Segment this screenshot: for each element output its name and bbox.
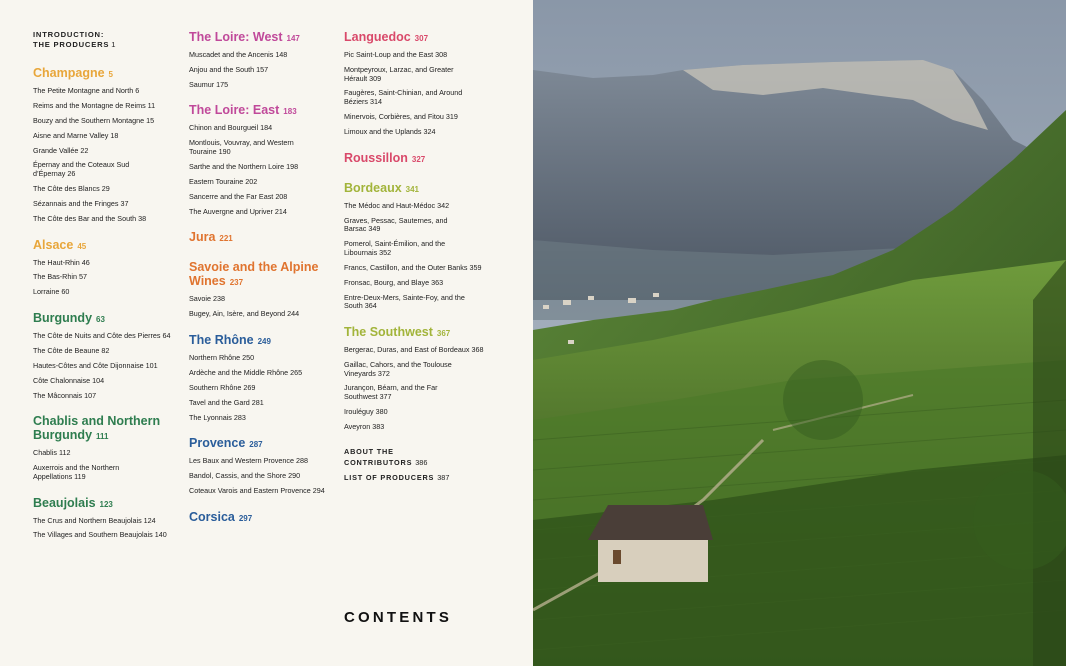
entry-page-number: 104 [92, 375, 105, 385]
entry-title: Faugères, Saint-Chinian, and Around Béziers [344, 88, 463, 107]
section-heading[interactable] [189, 333, 329, 349]
entry-page-number: 363 [431, 277, 444, 287]
section-heading[interactable] [189, 260, 329, 290]
entry-title: Pomerol, Saint-Émilion, and the Libournais [344, 239, 446, 257]
toc-entry[interactable] [344, 66, 484, 83]
toc-section-burgundy [33, 311, 173, 400]
toc-section-alsace [33, 238, 173, 297]
section-title-text: The Southwest [344, 324, 433, 339]
toc-entry[interactable] [344, 423, 484, 432]
section-heading[interactable] [33, 496, 173, 512]
toc-entry[interactable] [344, 113, 484, 122]
entry-page-number: 38 [138, 213, 147, 223]
toc-entry[interactable] [344, 294, 484, 311]
toc-entry[interactable] [33, 147, 173, 156]
entry-title: Grande Vallée [33, 145, 79, 155]
section-heading[interactable] [189, 30, 329, 46]
entry-title: Aisne and Marne Valley [33, 130, 109, 140]
entry-page-number: 308 [435, 50, 448, 59]
section-title-text: Provence [189, 436, 246, 451]
toc-entry[interactable] [189, 208, 329, 217]
entry-title: Sézannais and the Fringes [33, 198, 119, 208]
entry-title: The Mâconnais [33, 390, 83, 400]
entry-title: Montlouis, Vouvray, and Western Touraine [189, 138, 294, 157]
toc-section-roussillon [344, 151, 484, 167]
section-page-number: 297 [238, 513, 253, 523]
entry-title: Saumur [189, 79, 215, 89]
entry-page-number: 82 [101, 345, 110, 355]
entry-page-number: 11 [147, 100, 156, 110]
entry-page-number: 324 [423, 126, 436, 136]
section-title-text: Corsica [189, 509, 235, 524]
toc-entry[interactable] [189, 399, 329, 408]
section-heading[interactable] [189, 103, 329, 119]
entry-page-number: 281 [251, 397, 264, 407]
entry-title: The Bas-Rhin [33, 272, 77, 282]
toc-entry[interactable] [33, 392, 173, 401]
intro-label-line1: INTRODUCTION: [33, 30, 105, 39]
entry-page-number: 22 [80, 145, 89, 155]
entry-title: Aveyron [344, 421, 371, 431]
entry-title: The Lyonnais [189, 412, 232, 422]
toc-section-rhone [189, 333, 329, 422]
toc-entry[interactable] [33, 87, 173, 96]
toc-entry[interactable] [344, 240, 484, 257]
entry-title: Pic Saint-Loup and the East [344, 50, 434, 59]
section-title-text: Roussillon [344, 150, 408, 165]
toc-section-savoie [189, 260, 329, 319]
toc-section-beaujolais [33, 496, 173, 541]
toc-entry[interactable] [189, 354, 329, 363]
section-page-number: 5 [108, 70, 113, 79]
back-matter-page-number: 386 [415, 457, 428, 467]
section-heading[interactable] [189, 510, 329, 526]
toc-column-2 [189, 30, 329, 540]
section-page-number: 45 [77, 241, 87, 251]
entry-title: The Villages and Southern Beaujolais [33, 530, 153, 540]
toc-entry[interactable] [33, 200, 173, 209]
section-heading[interactable] [344, 325, 484, 341]
section-title-text: The Loire: East [189, 103, 280, 118]
entry-title: Hautes-Côtes and Côte Dijonnaise [33, 360, 144, 370]
toc-entry[interactable] [189, 384, 329, 393]
entry-title: Sancerre and the Far East [189, 191, 274, 201]
toc-entry[interactable] [33, 332, 173, 341]
section-page-number: 183 [283, 107, 297, 117]
entry-title: The Haut-Rhin [33, 257, 80, 267]
entry-page-number: 198 [286, 161, 299, 171]
entry-page-number: 377 [379, 392, 392, 402]
toc-section-languedoc [344, 30, 484, 137]
entry-page-number: 288 [295, 456, 308, 466]
toc-entry[interactable] [189, 139, 329, 156]
section-title-text: Beaujolais [33, 495, 96, 510]
entry-page-number: 18 [110, 130, 119, 140]
entry-page-number: 29 [101, 184, 110, 194]
back-matter-label-line2: CONTRIBUTORS [344, 457, 413, 467]
entry-title: Chinon and Bourgueil [189, 123, 259, 133]
entry-page-number: 57 [78, 272, 87, 282]
intro-page-number: 1 [111, 40, 116, 49]
entry-page-number: 368 [471, 344, 484, 354]
toc-entry[interactable] [33, 517, 173, 526]
toc-entry[interactable] [189, 163, 329, 172]
section-title-text: The Loire: West [189, 30, 283, 44]
entry-title: Limoux and the Uplands [344, 126, 422, 136]
toc-entry[interactable] [189, 193, 329, 202]
entry-title: The Médoc and Haut-Médoc [344, 200, 436, 210]
section-page-number: 341 [405, 184, 420, 194]
entry-page-number: 112 [58, 448, 71, 458]
entry-title: The Côte de Nuits and Côte des Pierres [33, 331, 161, 341]
toc-entry[interactable] [189, 414, 329, 423]
toc-entry[interactable] [344, 408, 484, 417]
entry-title: Bergerac, Duras, and East of Bordeaux [344, 344, 470, 354]
toc-entry[interactable] [33, 449, 173, 458]
section-title-text: Jura [189, 230, 216, 245]
toc-entry[interactable] [189, 472, 329, 481]
section-heading[interactable] [189, 436, 329, 452]
toc-section-bordeaux [344, 181, 484, 311]
entry-page-number: 37 [120, 198, 129, 208]
entry-title: Fronsac, Bourg, and Blaye [344, 277, 430, 287]
entry-title: The Côte de Beaune [33, 345, 100, 355]
entry-title: Gaillac, Cahors, and the Toulouse Vineyards [344, 359, 452, 378]
entry-title: Eastern Touraine [189, 176, 244, 186]
entry-page-number: 140 [154, 530, 167, 540]
toc-section-jura [189, 230, 329, 246]
entry-title: The Auvergne and Upriver [189, 206, 273, 216]
entry-page-number: 269 [243, 382, 256, 392]
toc-section-loire-west [189, 30, 329, 89]
section-heading[interactable] [33, 414, 173, 444]
toc-entry[interactable] [344, 202, 484, 211]
toc-entry[interactable] [33, 362, 173, 371]
section-heading[interactable] [33, 311, 173, 327]
intro-label-line2: THE PRODUCERS [33, 40, 110, 49]
section-page-number: 123 [99, 499, 113, 509]
entry-page-number: 244 [287, 309, 300, 319]
toc-entry[interactable] [189, 178, 329, 187]
section-title-text: Chablis and Northern Burgundy [33, 414, 161, 443]
toc-entry[interactable] [33, 215, 173, 224]
entry-title: Côte Chalonnaise [33, 375, 91, 385]
entry-page-number: 175 [216, 79, 229, 89]
entry-page-number: 64 [162, 331, 171, 341]
section-heading[interactable] [33, 66, 173, 82]
entry-title: Jurançon, Béarn, and the Far Southwest [344, 383, 438, 402]
back-matter-label-line1: ABOUT THE [344, 446, 394, 456]
entry-page-number: 380 [375, 407, 388, 417]
toc-column-3 [344, 30, 484, 487]
stone-hut [588, 505, 713, 582]
back-matter-entry[interactable] [344, 472, 484, 483]
section-page-number: 237 [229, 278, 244, 288]
toc-entry[interactable] [344, 361, 484, 378]
entry-title: Irouléguy [344, 407, 374, 417]
toc-entry[interactable] [33, 273, 173, 282]
toc-entry[interactable] [33, 377, 173, 386]
entry-page-number: 124 [143, 515, 156, 525]
entry-page-number: 372 [377, 368, 390, 378]
entry-page-number: 342 [437, 200, 450, 210]
toc-entry[interactable] [344, 51, 484, 60]
toc-entry[interactable] [344, 279, 484, 288]
toc-section-loire-east [189, 103, 329, 216]
entry-title: Auxerrois and the Northern Appellations [33, 463, 120, 481]
entry-page-number: 314 [369, 97, 382, 107]
section-page-number: 367 [436, 328, 451, 338]
toc-entry[interactable] [33, 531, 173, 540]
entry-title: The Côte des Blancs [33, 184, 100, 194]
entry-page-number: 290 [288, 471, 301, 481]
toc-entry[interactable] [344, 384, 484, 401]
entry-page-number: 214 [274, 206, 287, 216]
toc-entry[interactable] [189, 51, 329, 60]
toc-section-provence [189, 436, 329, 495]
section-heading[interactable] [344, 181, 484, 197]
entry-title: Bugey, Ain, Isère, and Beyond [189, 309, 286, 319]
entry-page-number: 15 [146, 115, 155, 125]
entry-title: Muscadet and the Ancenis [189, 50, 274, 59]
toc-entry[interactable] [344, 128, 484, 137]
entry-page-number: 208 [275, 191, 288, 201]
section-title-text: Bordeaux [344, 180, 402, 195]
toc-entry[interactable] [33, 288, 173, 297]
toc-entry[interactable] [33, 132, 173, 141]
section-page-number: 221 [219, 234, 233, 244]
entry-page-number: 265 [290, 367, 303, 377]
toc-section-southwest [344, 325, 484, 432]
toc-entry[interactable] [344, 264, 484, 273]
toc-entry[interactable] [344, 89, 484, 106]
entry-title: Tavel and the Gard [189, 397, 250, 407]
entry-page-number: 383 [372, 421, 385, 431]
toc-entry[interactable] [189, 66, 329, 75]
toc-entry[interactable] [33, 102, 173, 111]
section-page-number: 111 [96, 432, 109, 442]
entry-page-number: 294 [312, 485, 325, 495]
entry-page-number: 107 [84, 390, 97, 400]
entry-title: The Petite Montagne and North [33, 86, 134, 95]
entry-page-number: 238 [212, 294, 225, 304]
entry-page-number: 352 [379, 247, 392, 257]
toc-entry[interactable] [189, 81, 329, 90]
entry-page-number: 101 [145, 360, 158, 370]
toc-column-1 [33, 30, 173, 554]
entry-title: Les Baux and Western Provence [189, 456, 294, 466]
section-title-text: Alsace [33, 237, 74, 252]
entry-page-number: 202 [245, 176, 258, 186]
section-title-text: The Rhône [189, 332, 254, 347]
contents-heading: CONTENTS [344, 609, 453, 626]
entry-title: Reims and the Montagne de Reims [33, 100, 146, 110]
entry-title: The Crus and Northern Beaujolais [33, 515, 142, 525]
entry-title: Francs, Castillon, and the Outer Banks [344, 262, 468, 272]
entry-title: Sarthe and the Northern Loire [189, 161, 285, 171]
entry-title: Chablis [33, 448, 57, 458]
section-title-text: Savoie and the Alpine Wines [189, 260, 319, 289]
section-page-number: 287 [249, 440, 263, 450]
section-page-number: 327 [411, 154, 426, 164]
toc-section-champagne [33, 66, 173, 224]
toc-section-chablis [33, 414, 173, 481]
entry-title: Bandol, Cassis, and the Shore [189, 471, 287, 481]
vineyard-landscape-photo [533, 0, 1066, 666]
toc-section-corsica [189, 510, 329, 526]
toc-entry[interactable] [189, 124, 329, 133]
entry-page-number: 148 [275, 50, 288, 59]
toc-intro-entry[interactable] [33, 30, 173, 50]
toc-entry[interactable] [189, 487, 329, 496]
entry-title: Montpeyroux, Larzac, and Greater Hérault [344, 64, 454, 83]
section-heading[interactable] [344, 151, 484, 167]
entry-page-number: 309 [369, 73, 382, 83]
entry-page-number: 250 [242, 352, 255, 362]
entry-title: Coteaux Varois and Eastern Provence [189, 485, 311, 495]
entry-page-number: 190 [218, 147, 231, 157]
entry-page-number: 26 [67, 169, 76, 179]
section-heading[interactable] [33, 238, 173, 254]
entry-page-number: 283 [233, 412, 246, 422]
toc-entry[interactable] [33, 464, 173, 481]
entry-title: Anjou and the South [189, 64, 255, 74]
section-page-number: 63 [96, 315, 105, 325]
section-page-number: 249 [257, 336, 271, 346]
entry-page-number: 60 [61, 287, 70, 297]
back-matter-list [344, 446, 484, 483]
toc-entry[interactable] [189, 369, 329, 378]
toc-entry[interactable] [189, 295, 329, 304]
section-title-text: Languedoc [344, 30, 411, 44]
entry-page-number: 319 [445, 112, 458, 122]
entry-title: Northern Rhône [189, 352, 241, 362]
back-matter-entry[interactable] [344, 446, 484, 468]
entry-page-number: 46 [81, 257, 90, 267]
section-title-text: Champagne [33, 66, 105, 80]
section-heading[interactable] [344, 30, 484, 46]
toc-entry[interactable] [189, 310, 329, 319]
entry-title: Épernay and the Coteaux Sud d’Épernay [33, 160, 130, 179]
entry-page-number: 184 [260, 123, 273, 133]
entry-title: Bouzy and the Southern Montagne [33, 115, 145, 125]
toc-entry[interactable] [189, 457, 329, 466]
toc-entry[interactable] [344, 217, 484, 234]
toc-entry[interactable] [33, 347, 173, 356]
toc-entry[interactable] [33, 185, 173, 194]
entry-title: Graves, Pessac, Sauternes, and Barsac [344, 215, 448, 234]
back-matter-page-number: 387 [437, 472, 450, 482]
toc-entry[interactable] [33, 117, 173, 126]
entry-title: The Côte des Bar and the South [33, 213, 137, 223]
section-heading[interactable] [189, 230, 329, 246]
entry-page-number: 359 [469, 262, 482, 272]
entry-page-number: 6 [135, 86, 140, 95]
entry-title: Southern Rhône [189, 382, 242, 392]
entry-page-number: 157 [256, 64, 269, 74]
entry-title: Lorraine [33, 287, 60, 297]
entry-title: Ardèche and the Middle Rhône [189, 367, 289, 377]
entry-page-number: 349 [368, 224, 381, 234]
back-matter-label-line1: LIST OF PRODUCERS [344, 472, 435, 482]
entry-title: Entre-Deux-Mers, Sainte-Foy, and the South [344, 292, 465, 311]
section-page-number: 307 [414, 34, 429, 43]
entry-page-number: 119 [74, 471, 86, 481]
toc-entry[interactable] [344, 346, 484, 355]
entry-title: Minervois, Corbières, and Fitou [344, 112, 444, 122]
section-title-text: Burgundy [33, 311, 93, 326]
toc-entry[interactable] [33, 161, 173, 178]
toc-entry[interactable] [33, 259, 173, 268]
section-page-number: 147 [286, 34, 300, 43]
entry-title: Savoie [189, 294, 211, 304]
entry-page-number: 364 [364, 301, 377, 311]
